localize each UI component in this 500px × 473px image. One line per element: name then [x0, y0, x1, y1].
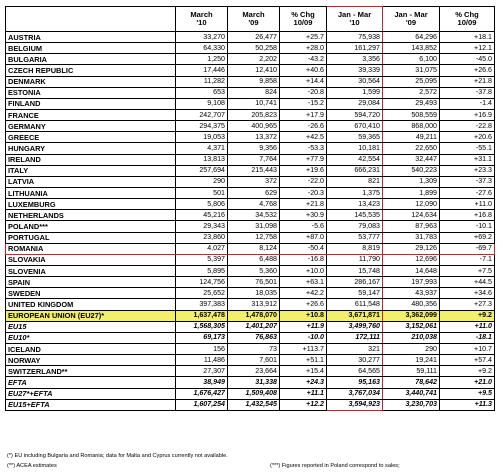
- cell-march-10: 45,216: [176, 210, 228, 221]
- cell-jan-mar-10: 30,564: [327, 76, 383, 87]
- cell-name: ROMANIA: [6, 243, 176, 254]
- cell-chg-ytd: +57.4: [440, 355, 495, 366]
- cell-march-10: 33,270: [176, 32, 228, 43]
- cell-name: NORWAY: [6, 355, 176, 366]
- cell-chg-month: +25.7: [280, 32, 327, 43]
- cell-jan-mar-09: 508,559: [383, 109, 440, 120]
- cell-name: LATVIA: [6, 176, 176, 187]
- cell-march-09: 215,443: [228, 165, 280, 176]
- cell-march-09: 400,965: [228, 121, 280, 132]
- table-row: [6, 154, 495, 165]
- cell-chg-ytd: -22.8: [440, 121, 495, 132]
- cell-chg-month: -20.3: [280, 187, 327, 198]
- table-row: [6, 277, 495, 288]
- cell-name: HUNGARY: [6, 143, 176, 154]
- cell-jan-mar-09: 78,642: [383, 377, 440, 388]
- cell-chg-month: +51.1: [280, 355, 327, 366]
- cell-chg-ytd: -45.0: [440, 54, 495, 65]
- cell-jan-mar-09: 3,152,061: [383, 321, 440, 332]
- table-row: [6, 388, 495, 399]
- footnote-poland: (***) Figures reported in Poland correspond to sales;: [270, 463, 400, 469]
- cell-march-09: 9,356: [228, 143, 280, 154]
- cell-name: LUXEMBURG: [6, 199, 176, 210]
- cell-jan-mar-10: 3,499,760: [327, 321, 383, 332]
- cell-march-10: 1,607,254: [176, 399, 228, 410]
- cell-chg-ytd: +9.2: [440, 310, 495, 321]
- cell-chg-month: -20.8: [280, 87, 327, 98]
- header-chg-ytd: % Chg 10/09: [440, 7, 495, 32]
- cell-chg-ytd: -55.1: [440, 143, 495, 154]
- cell-chg-month: +42.5: [280, 132, 327, 143]
- cell-jan-mar-10: 30,277: [327, 355, 383, 366]
- cell-chg-month: +10.8: [280, 310, 327, 321]
- cell-march-10: 5,806: [176, 199, 228, 210]
- cell-jan-mar-09: 3,230,703: [383, 399, 440, 410]
- cell-chg-month: +11.9: [280, 321, 327, 332]
- cell-jan-mar-09: 25,095: [383, 76, 440, 87]
- cell-jan-mar-10: 1,375: [327, 187, 383, 198]
- cell-name: BELGIUM: [6, 43, 176, 54]
- cell-march-09: 31,098: [228, 221, 280, 232]
- cell-chg-ytd: +23.3: [440, 165, 495, 176]
- cell-name: CZECH REPUBLIC: [6, 65, 176, 76]
- cell-jan-mar-10: 821: [327, 176, 383, 187]
- table-row: [6, 265, 495, 276]
- cell-jan-mar-09: 14,648: [383, 265, 440, 276]
- cell-jan-mar-10: 11,790: [327, 254, 383, 265]
- cell-name: ICELAND: [6, 343, 176, 354]
- cell-chg-ytd: +27.3: [440, 299, 495, 310]
- cell-chg-ytd: +34.6: [440, 288, 495, 299]
- cell-jan-mar-09: 868,000: [383, 121, 440, 132]
- cell-jan-mar-09: 210,038: [383, 332, 440, 343]
- table-row: [6, 132, 495, 143]
- cell-march-10: 38,949: [176, 377, 228, 388]
- cell-march-09: 76,501: [228, 277, 280, 288]
- cell-jan-mar-10: 611,548: [327, 299, 383, 310]
- cell-jan-mar-09: 6,100: [383, 54, 440, 65]
- cell-march-10: 13,813: [176, 154, 228, 165]
- cell-chg-month: -5.6: [280, 221, 327, 232]
- cell-jan-mar-10: 161,297: [327, 43, 383, 54]
- cell-march-10: 19,053: [176, 132, 228, 143]
- cell-march-10: 23,860: [176, 232, 228, 243]
- cell-jan-mar-09: 1,899: [383, 187, 440, 198]
- cell-march-09: 26,477: [228, 32, 280, 43]
- cell-jan-mar-09: 31,783: [383, 232, 440, 243]
- cell-name: LITHUANIA: [6, 187, 176, 198]
- cell-march-09: 1,432,545: [228, 399, 280, 410]
- cell-jan-mar-10: 3,671,871: [327, 310, 383, 321]
- table-row: [6, 32, 495, 43]
- table-row: [6, 366, 495, 377]
- cell-march-09: 34,532: [228, 210, 280, 221]
- cell-jan-mar-09: 1,309: [383, 176, 440, 187]
- cell-march-10: 4,027: [176, 243, 228, 254]
- cell-name: ITALY: [6, 165, 176, 176]
- cell-chg-month: +28.0: [280, 43, 327, 54]
- cell-march-09: 629: [228, 187, 280, 198]
- cell-chg-ytd: +16.8: [440, 210, 495, 221]
- cell-name: AUSTRIA: [6, 32, 176, 43]
- cell-march-09: 313,912: [228, 299, 280, 310]
- header-march-09: March '09: [228, 7, 280, 32]
- cell-chg-month: -10.0: [280, 332, 327, 343]
- cell-chg-ytd: +26.6: [440, 65, 495, 76]
- table-row: [6, 355, 495, 366]
- cell-march-09: 7,601: [228, 355, 280, 366]
- cell-name: PORTUGAL: [6, 232, 176, 243]
- cell-chg-month: +19.6: [280, 165, 327, 176]
- table-row: [6, 254, 495, 265]
- cell-name: POLAND***: [6, 221, 176, 232]
- header-chg-month: % Chg 10/09: [280, 7, 327, 32]
- table-row: [6, 243, 495, 254]
- cell-name: DENMARK: [6, 76, 176, 87]
- cell-jan-mar-09: 64,296: [383, 32, 440, 43]
- cell-jan-mar-09: 3,440,741: [383, 388, 440, 399]
- cell-name: IRELAND: [6, 154, 176, 165]
- cell-jan-mar-10: 64,565: [327, 366, 383, 377]
- table-row: [6, 187, 495, 198]
- cell-march-09: 31,338: [228, 377, 280, 388]
- cell-chg-month: +14.4: [280, 76, 327, 87]
- cell-name: EU10*: [6, 332, 176, 343]
- cell-chg-month: +21.8: [280, 199, 327, 210]
- cell-name: UNITED KINGDOM: [6, 299, 176, 310]
- cell-jan-mar-09: 290: [383, 343, 440, 354]
- cell-jan-mar-09: 29,126: [383, 243, 440, 254]
- cell-chg-month: +12.2: [280, 399, 327, 410]
- cell-chg-ytd: +69.2: [440, 232, 495, 243]
- table-row: [6, 310, 495, 321]
- table-row: [6, 399, 495, 410]
- cell-jan-mar-09: 12,696: [383, 254, 440, 265]
- cell-march-10: 25,652: [176, 288, 228, 299]
- cell-jan-mar-10: 594,720: [327, 109, 383, 120]
- cell-march-09: 18,035: [228, 288, 280, 299]
- cell-jan-mar-09: 31,075: [383, 65, 440, 76]
- cell-jan-mar-09: 19,241: [383, 355, 440, 366]
- table-row: [6, 299, 495, 310]
- cell-name: EFTA: [6, 377, 176, 388]
- cell-name: FRANCE: [6, 109, 176, 120]
- cell-jan-mar-09: 59,111: [383, 366, 440, 377]
- cell-jan-mar-10: 39,339: [327, 65, 383, 76]
- cell-march-09: 50,258: [228, 43, 280, 54]
- registrations-table-container: [5, 6, 494, 411]
- cell-march-10: 124,756: [176, 277, 228, 288]
- cell-chg-month: +40.6: [280, 65, 327, 76]
- cell-jan-mar-10: 666,231: [327, 165, 383, 176]
- cell-name: SLOVENIA: [6, 265, 176, 276]
- header-march-10: March '10: [176, 7, 228, 32]
- cell-chg-ytd: +9.2: [440, 366, 495, 377]
- cell-chg-month: +87.0: [280, 232, 327, 243]
- cell-march-09: 12,410: [228, 65, 280, 76]
- cell-march-09: 8,124: [228, 243, 280, 254]
- cell-chg-ytd: +11.3: [440, 399, 495, 410]
- cell-chg-month: -50.4: [280, 243, 327, 254]
- cell-name: NETHERLANDS: [6, 210, 176, 221]
- registrations-table: [5, 6, 495, 411]
- cell-chg-month: -16.8: [280, 254, 327, 265]
- cell-chg-month: -22.0: [280, 176, 327, 187]
- table-row: [6, 87, 495, 98]
- cell-march-10: 653: [176, 87, 228, 98]
- cell-chg-ytd: +10.7: [440, 343, 495, 354]
- cell-chg-month: +26.6: [280, 299, 327, 310]
- table-row: [6, 43, 495, 54]
- cell-name: SWEDEN: [6, 288, 176, 299]
- cell-jan-mar-10: 79,083: [327, 221, 383, 232]
- footnote-eu: (*) EU including Bulgaria and Romania; data for Malta and Cyprus currently not available.: [7, 453, 228, 459]
- cell-name: SPAIN: [6, 277, 176, 288]
- cell-march-10: 11,282: [176, 76, 228, 87]
- table-row: [6, 109, 495, 120]
- cell-jan-mar-09: 2,572: [383, 87, 440, 98]
- cell-jan-mar-10: 29,084: [327, 98, 383, 109]
- cell-chg-month: +11.1: [280, 388, 327, 399]
- cell-jan-mar-10: 75,938: [327, 32, 383, 43]
- cell-march-10: 501: [176, 187, 228, 198]
- cell-jan-mar-09: 43,937: [383, 288, 440, 299]
- cell-jan-mar-10: 3,767,034: [327, 388, 383, 399]
- cell-jan-mar-09: 124,634: [383, 210, 440, 221]
- cell-march-10: 5,397: [176, 254, 228, 265]
- cell-name: SWITZERLAND**: [6, 366, 176, 377]
- table-row: [6, 121, 495, 132]
- cell-jan-mar-10: 95,163: [327, 377, 383, 388]
- cell-name: EU15: [6, 321, 176, 332]
- cell-march-09: 23,664: [228, 366, 280, 377]
- cell-name: GERMANY: [6, 121, 176, 132]
- cell-march-10: 1,568,305: [176, 321, 228, 332]
- cell-chg-ytd: -37.8: [440, 87, 495, 98]
- cell-chg-month: -15.2: [280, 98, 327, 109]
- cell-chg-ytd: -10.1: [440, 221, 495, 232]
- cell-jan-mar-10: 53,777: [327, 232, 383, 243]
- cell-chg-ytd: +16.9: [440, 109, 495, 120]
- cell-chg-ytd: +44.5: [440, 277, 495, 288]
- cell-jan-mar-10: 15,748: [327, 265, 383, 276]
- table-row: [6, 321, 495, 332]
- cell-chg-ytd: -18.1: [440, 332, 495, 343]
- cell-march-10: 397,383: [176, 299, 228, 310]
- cell-march-10: 4,371: [176, 143, 228, 154]
- cell-jan-mar-09: 480,356: [383, 299, 440, 310]
- cell-march-10: 257,694: [176, 165, 228, 176]
- cell-march-10: 29,343: [176, 221, 228, 232]
- cell-march-09: 1,478,070: [228, 310, 280, 321]
- cell-march-09: 372: [228, 176, 280, 187]
- cell-chg-month: -26.6: [280, 121, 327, 132]
- table-row: [6, 54, 495, 65]
- cell-name: SLOVAKIA: [6, 254, 176, 265]
- cell-march-10: 17,446: [176, 65, 228, 76]
- cell-jan-mar-10: 3,356: [327, 54, 383, 65]
- cell-march-10: 1,637,478: [176, 310, 228, 321]
- cell-chg-ytd: +12.1: [440, 43, 495, 54]
- cell-march-10: 1,676,427: [176, 388, 228, 399]
- cell-march-09: 7,764: [228, 154, 280, 165]
- cell-jan-mar-10: 3,594,923: [327, 399, 383, 410]
- cell-name: EU15+EFTA: [6, 399, 176, 410]
- cell-chg-month: +113.7: [280, 343, 327, 354]
- cell-name: FINLAND: [6, 98, 176, 109]
- cell-jan-mar-10: 59,147: [327, 288, 383, 299]
- cell-march-09: 10,741: [228, 98, 280, 109]
- cell-march-10: 5,895: [176, 265, 228, 276]
- cell-chg-month: +63.1: [280, 277, 327, 288]
- cell-jan-mar-09: 49,211: [383, 132, 440, 143]
- table-body: [6, 32, 495, 411]
- table-header: [6, 7, 495, 32]
- table-row: [6, 221, 495, 232]
- cell-jan-mar-09: 32,447: [383, 154, 440, 165]
- cell-march-09: 1,509,408: [228, 388, 280, 399]
- cell-march-10: 1,250: [176, 54, 228, 65]
- cell-march-09: 5,360: [228, 265, 280, 276]
- table-row: [6, 377, 495, 388]
- cell-name: ESTONIA: [6, 87, 176, 98]
- cell-march-10: 294,375: [176, 121, 228, 132]
- cell-chg-month: +24.3: [280, 377, 327, 388]
- cell-chg-month: -43.2: [280, 54, 327, 65]
- table-row: [6, 176, 495, 187]
- cell-jan-mar-09: 12,090: [383, 199, 440, 210]
- cell-chg-ytd: -69.7: [440, 243, 495, 254]
- cell-chg-ytd: +7.5: [440, 265, 495, 276]
- cell-chg-ytd: -1.4: [440, 98, 495, 109]
- cell-chg-month: +30.9: [280, 210, 327, 221]
- cell-march-09: 824: [228, 87, 280, 98]
- cell-chg-ytd: +20.6: [440, 132, 495, 143]
- cell-chg-ytd: +18.1: [440, 32, 495, 43]
- cell-march-09: 205,823: [228, 109, 280, 120]
- cell-chg-ytd: +31.1: [440, 154, 495, 165]
- cell-jan-mar-10: 1,599: [327, 87, 383, 98]
- cell-chg-ytd: +21.0: [440, 377, 495, 388]
- cell-chg-month: -53.3: [280, 143, 327, 154]
- cell-jan-mar-09: 29,493: [383, 98, 440, 109]
- cell-chg-ytd: +9.5: [440, 388, 495, 399]
- table-row: [6, 65, 495, 76]
- cell-march-09: 13,372: [228, 132, 280, 143]
- cell-chg-month: +77.9: [280, 154, 327, 165]
- cell-chg-month: +17.9: [280, 109, 327, 120]
- cell-march-10: 64,330: [176, 43, 228, 54]
- cell-jan-mar-09: 22,650: [383, 143, 440, 154]
- cell-march-09: 9,858: [228, 76, 280, 87]
- cell-jan-mar-10: 286,167: [327, 277, 383, 288]
- cell-jan-mar-09: 87,963: [383, 221, 440, 232]
- cell-jan-mar-10: 42,554: [327, 154, 383, 165]
- table-row: [6, 288, 495, 299]
- table-row: [6, 76, 495, 87]
- cell-jan-mar-10: 59,365: [327, 132, 383, 143]
- cell-march-10: 9,108: [176, 98, 228, 109]
- cell-chg-month: +15.4: [280, 366, 327, 377]
- table-row: [6, 199, 495, 210]
- cell-jan-mar-10: 670,410: [327, 121, 383, 132]
- cell-jan-mar-09: 540,223: [383, 165, 440, 176]
- cell-march-10: 290: [176, 176, 228, 187]
- cell-march-09: 2,202: [228, 54, 280, 65]
- cell-name: EUROPEAN UNION (EU27)*: [6, 310, 176, 321]
- cell-name: GREECE: [6, 132, 176, 143]
- header-jan-mar-10: Jan - Mar '10: [327, 7, 383, 32]
- table-row: [6, 165, 495, 176]
- table-row: [6, 332, 495, 343]
- footnote-acea: (**) ACEA estimates: [7, 463, 57, 469]
- cell-march-09: 73: [228, 343, 280, 354]
- table-row: [6, 232, 495, 243]
- header-jan-mar-09: Jan - Mar '09: [383, 7, 440, 32]
- cell-march-09: 1,401,207: [228, 321, 280, 332]
- cell-march-10: 27,307: [176, 366, 228, 377]
- cell-jan-mar-10: 8,819: [327, 243, 383, 254]
- table-row: [6, 343, 495, 354]
- cell-jan-mar-10: 13,423: [327, 199, 383, 210]
- cell-chg-ytd: -37.3: [440, 176, 495, 187]
- cell-jan-mar-09: 3,362,099: [383, 310, 440, 321]
- cell-march-10: 11,486: [176, 355, 228, 366]
- cell-chg-ytd: -7.1: [440, 254, 495, 265]
- cell-chg-ytd: +11.0: [440, 321, 495, 332]
- cell-march-10: 242,707: [176, 109, 228, 120]
- cell-jan-mar-10: 172,111: [327, 332, 383, 343]
- table-row: [6, 98, 495, 109]
- cell-jan-mar-10: 10,181: [327, 143, 383, 154]
- cell-jan-mar-10: 321: [327, 343, 383, 354]
- cell-chg-ytd: -27.6: [440, 187, 495, 198]
- cell-march-10: 69,173: [176, 332, 228, 343]
- cell-march-09: 4,768: [228, 199, 280, 210]
- table-row: [6, 210, 495, 221]
- table-row: [6, 143, 495, 154]
- cell-march-10: 156: [176, 343, 228, 354]
- cell-march-09: 76,863: [228, 332, 280, 343]
- cell-jan-mar-10: 145,535: [327, 210, 383, 221]
- cell-chg-month: +42.2: [280, 288, 327, 299]
- cell-chg-ytd: +11.0: [440, 199, 495, 210]
- cell-jan-mar-09: 197,993: [383, 277, 440, 288]
- cell-chg-ytd: +21.8: [440, 76, 495, 87]
- header-country: [6, 7, 176, 32]
- cell-march-09: 6,488: [228, 254, 280, 265]
- cell-name: BULGARIA: [6, 54, 176, 65]
- cell-jan-mar-09: 143,852: [383, 43, 440, 54]
- cell-chg-month: +10.0: [280, 265, 327, 276]
- cell-march-09: 12,758: [228, 232, 280, 243]
- cell-name: EU27*+EFTA: [6, 388, 176, 399]
